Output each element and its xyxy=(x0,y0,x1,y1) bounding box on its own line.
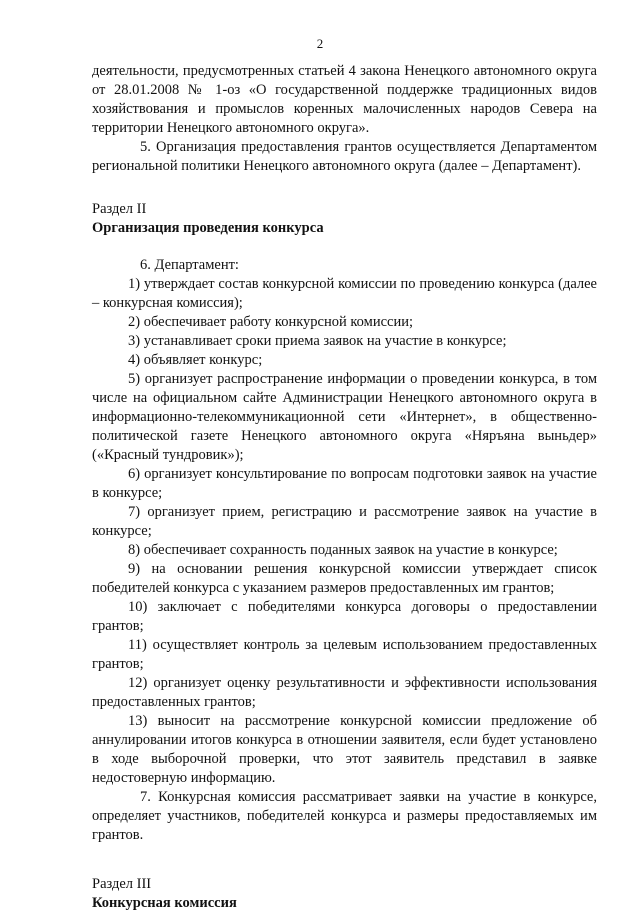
clause-6-item-2: 2) обеспечивает работу конкурсной комиссии; xyxy=(128,314,414,330)
section-3-title: Конкурсная комиссия xyxy=(92,895,237,911)
clause-6-item-7: 7) организует прием, регистрацию и рассмотрение заявок на участие в конкурсе; xyxy=(92,504,597,539)
clause-6-item-1: 1) утверждает состав конкурсной комиссии по проведению конкурса (далее – конкурсная комиссия); xyxy=(92,276,597,311)
clause-6-item-11: 11) осуществляет контроль за целевым использованием предоставленных грантов; xyxy=(92,637,597,672)
section-2-label: Раздел II xyxy=(92,201,147,217)
clause-7: 7. Конкурсная комиссия рассматривает заявки на участие в конкурсе, определяет участников, победителей конкурса и размеры предоставляемых им грантов. xyxy=(92,789,597,843)
clause-5: 5. Организация предоставления грантов осуществляется Департаментом региональной политики Ненецкого автономного округа (далее – Департамент). xyxy=(92,139,597,174)
clause-6-item-13: 13) выносит на рассмотрение конкурсной комиссии предложение об аннулировании итогов конкурса в отношении заявителя, если будет установлено в ходе выборочной проверки, что этот заявитель представил в заявке недостоверную информацию. xyxy=(92,713,597,786)
clause-6-item-3: 3) устанавливает сроки приема заявок на участие в конкурсе; xyxy=(128,333,507,349)
clause-6-item-12: 12) организует оценку результативности и эффективности использования предоставленных грантов; xyxy=(92,675,597,710)
clause-6-item-10: 10) заключает с победителями конкурса договоры о предоставлении грантов; xyxy=(92,599,597,634)
section-3-label: Раздел III xyxy=(92,876,152,892)
continuation-paragraph: деятельности, предусмотренных статьей 4 закона Ненецкого автономного округа от 28.01.2008 № 1-оз «О государственной поддержке традиционных видов хозяйствования и промыслов коренных малочисленных народов Севера на территории Ненецкого автономного округа». xyxy=(92,63,597,136)
clause-6-item-8: 8) обеспечивает сохранность поданных заявок на участие в конкурсе; xyxy=(128,542,558,558)
clause-6-intro: 6. Департамент: xyxy=(140,257,239,273)
clause-6-item-5: 5) организует распространение информации о проведении конкурса, в том числе на официальном сайте Администрации Ненецкого автономного округа в информационно-телекоммуникационной сети «Интернет», в общественно-политической газете Ненецкого автономного округа «Няръяна выньдер» («Красный тундровик»); xyxy=(92,371,597,463)
page-number: 2 xyxy=(316,36,324,51)
document-body xyxy=(92,62,597,913)
section-2-title: Организация проведения конкурса xyxy=(92,220,324,236)
clause-6-item-4: 4) объявляет конкурс; xyxy=(128,352,263,368)
clause-6-item-9: 9) на основании решения конкурсной комиссии утверждает список победителей конкурса с указанием размеров предоставленных им грантов; xyxy=(92,561,597,596)
clause-6-item-6: 6) организует консультирование по вопросам подготовки заявок на участие в конкурсе; xyxy=(92,466,597,501)
